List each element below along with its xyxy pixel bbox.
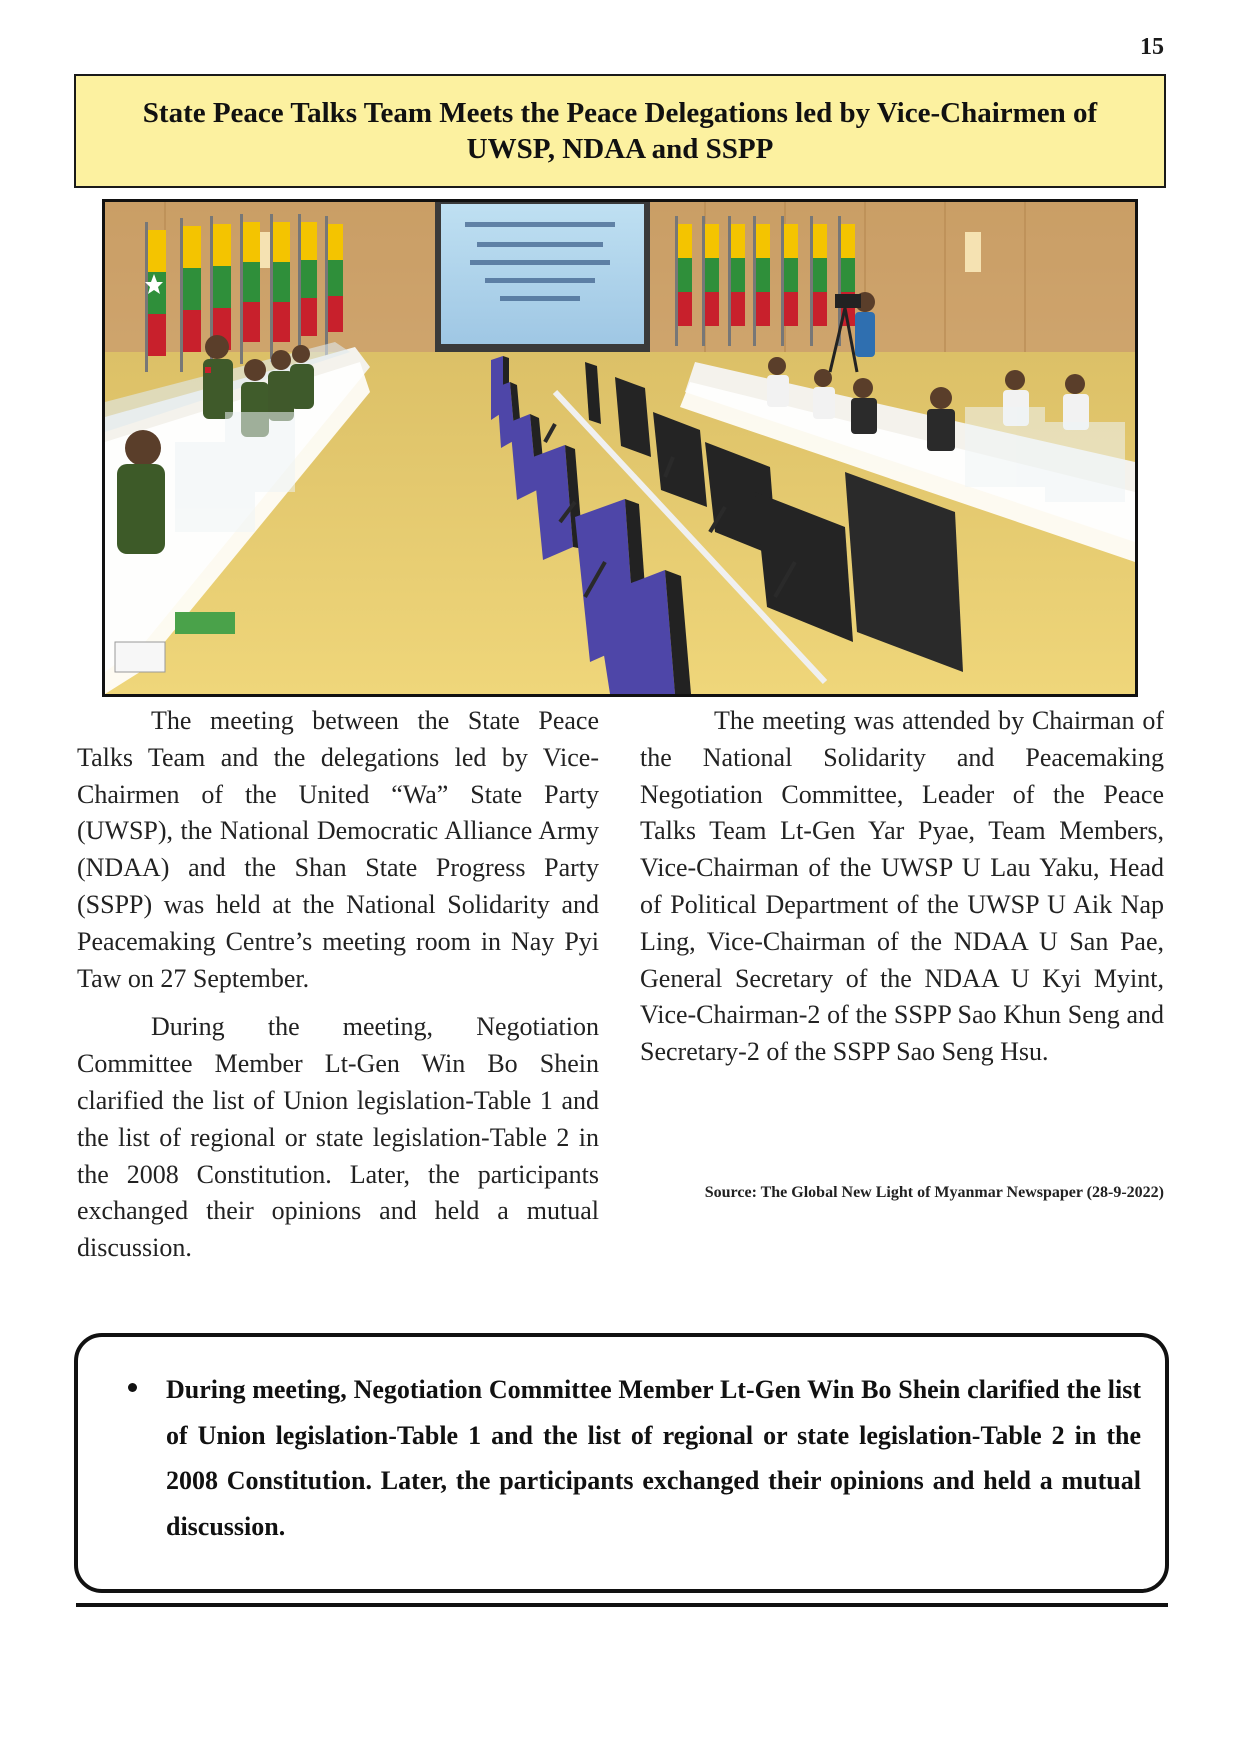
highlight-box [74,1333,1169,1593]
bottom-rule [76,1603,1168,1607]
highlight-text: During meeting, Negotiation Committee Member Lt-Gen Win Bo Shein clarified the list of Union legislation-Table 1 and the list of regional or state legislation-Table 2 in the 2008 Constitution. Later, the participants exchanged their opinions and held a mutual discussion. [166,1375,1141,1541]
article-right-column [640,703,1164,1083]
highlight-list [134,1367,1141,1549]
meeting-room-illustration [105,202,1135,694]
article-paragraph: During the meeting, Negotiation Committee Member Lt-Gen Win Bo Shein clarified the list of Union legislation-Table 1 and the list of regional or state legislation-Table 2 in the 2008 Constitution. Later, the participants exchanged their opinions and held a mutual discussion. [77,1012,599,1263]
article-left-column [77,703,599,1279]
title-banner [74,74,1166,188]
highlight-bullet [166,1367,1141,1549]
article-paragraph: The meeting was attended by Chairman of the National Solidarity and Peacemaking Negotiation Committee, Leader of the Peace Talks Team Lt-Gen Yar Pyae, Team Members, Vice-Chairman of the UWSP U Lau Yaku, Head of Political Department of the UWSP U Aik Nap Ling, Vice-Chairman of the NDAA U San Pae, General Secretary of the NDAA U Kyi Myint, Vice-Chairman-2 of the SSPP Sao Khun Seng and Secretary-2 of the SSPP Sao Seng Hsu. [640,706,1164,1067]
page-title: State Peace Talks Team Meets the Peace Delegations led by Vice-Chairmen of UWSP, NDAA and SSPP [142,97,1098,165]
page-number: 15 [1140,34,1164,60]
meeting-room-photo [102,199,1138,697]
bullet-dot-icon [128,1383,137,1392]
article-paragraph: The meeting between the State Peace Talks Team and the delegations led by Vice-Chairmen of the United “Wa” State Party (UWSP), the National Democratic Alliance Army (NDAA) and the Shan State Progress Party (SSPP) was held at the National Solidarity and Peacemaking Centre’s meeting room in Nay Pyi Taw on 27 September. [77,706,599,993]
source-credit: Source: The Global New Light of Myanmar Newspaper (28-9-2022) [704,1184,1164,1201]
